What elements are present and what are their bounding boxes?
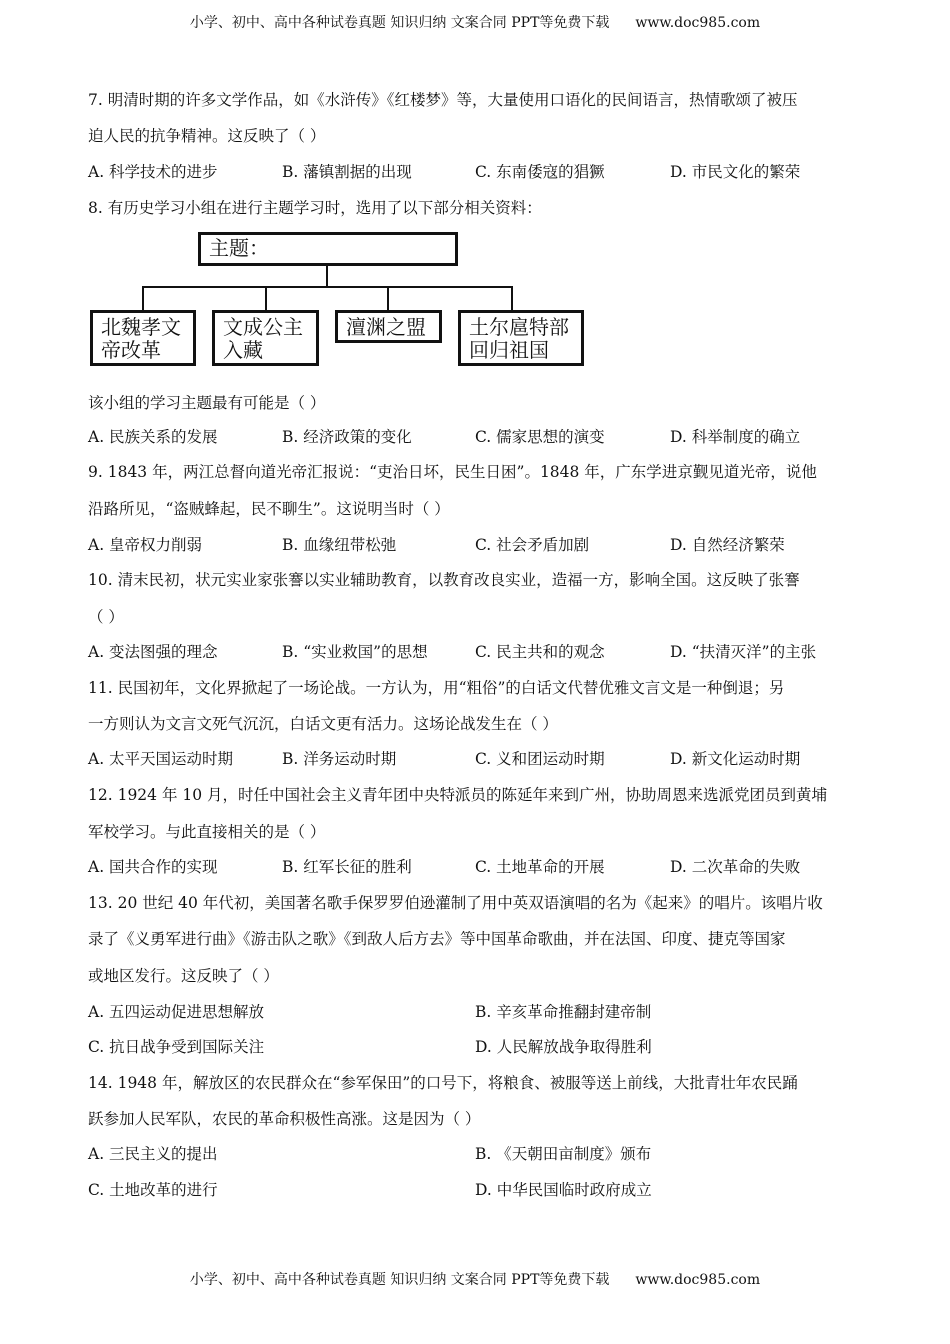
q9-option-b: B. 血缘纽带松弛 xyxy=(282,536,397,554)
q8-line-1: 8. 有历史学习小组在进行主题学习时，选用了以下部分相关资料： xyxy=(88,199,542,217)
page-header xyxy=(0,12,950,32)
q8-option-b: B. 经济政策的变化 xyxy=(282,428,412,446)
q10-option-a: A. 变法图强的理念 xyxy=(88,643,218,661)
q11-line-2: 一方则认为文言文死气沉沉，白话文更有活力。这场论战发生在（ ） xyxy=(88,715,558,733)
diagram-item-2-line-2: 入藏 xyxy=(223,338,263,362)
q12-option-d: D. 二次革命的失败 xyxy=(670,858,801,876)
q14-option-b: B. 《天朝田亩制度》颁布 xyxy=(475,1145,652,1163)
page-footer xyxy=(0,1269,950,1289)
q10-option-b: B. “实业救国”的思想 xyxy=(282,643,428,661)
header-url[interactable]: www.doc985.com xyxy=(635,15,761,31)
q10-option-c: C. 民主共和的观念 xyxy=(475,643,605,661)
diagram-connector-bar xyxy=(142,286,513,288)
q7-option-c: C. 东南倭寇的猖獗 xyxy=(475,163,605,181)
q11-option-b: B. 洋务运动时期 xyxy=(282,750,397,768)
q11-option-a: A. 太平天国运动时期 xyxy=(88,750,234,768)
header-text: 小学、初中、高中各种试卷真题 知识归纳 文案合同 PPT等免费下载 xyxy=(189,15,610,31)
q9-option-a: A. 皇帝权力削弱 xyxy=(88,536,203,554)
diagram-connector-3 xyxy=(387,286,389,310)
q13-line-2: 录了《义勇军进行曲》《游击队之歌》《到敌人后方去》等中国革命歌曲，并在法国、印度、捷克等国家 xyxy=(88,930,786,948)
diagram-connector-4 xyxy=(511,286,513,310)
q8-question: 该小组的学习主题最有可能是（ ） xyxy=(88,394,326,412)
q8-option-c: C. 儒家思想的演变 xyxy=(475,428,605,446)
q14-option-d: D. 中华民国临时政府成立 xyxy=(475,1181,652,1199)
q9-line-1: 9. 1843 年，两江总督向道光帝汇报说：“吏治日坏，民生日困”。1848 年，广东学进京觐见道光帝，说他 xyxy=(88,463,817,481)
q13-option-c: C. 抗日战争受到国际关注 xyxy=(88,1038,265,1056)
diagram-title-box xyxy=(198,232,458,266)
q9-option-d: D. 自然经济繁荣 xyxy=(670,536,785,554)
diagram-item-3-line-1: 澶渊之盟 xyxy=(346,315,426,339)
diagram-title: 主题： xyxy=(209,236,269,260)
q8-option-a: A. 民族关系的发展 xyxy=(88,428,218,446)
q13-line-1: 13. 20 世纪 40 年代初，美国著名歌手保罗罗伯逊灌制了用中英双语演唱的名为《起来》的唱片。该唱片收 xyxy=(88,894,823,912)
q14-option-c: C. 土地改革的进行 xyxy=(88,1181,218,1199)
q9-line-2: 沿路所见，“盗贼蜂起，民不聊生”。这说明当时（ ） xyxy=(88,500,450,518)
q14-line-2: 跃参加人民军队，农民的革命积极性高涨。这是因为（ ） xyxy=(88,1110,481,1128)
diagram-item-1 xyxy=(90,310,196,366)
diagram-item-4 xyxy=(458,310,584,366)
q11-line-1: 11. 民国初年，文化界掀起了一场论战。一方认为，用“粗俗”的白话文代替优雅文言文是一种倒退；另 xyxy=(88,679,785,697)
diagram-connector-1 xyxy=(142,286,144,310)
diagram-item-1-line-2: 帝改革 xyxy=(101,338,161,362)
diagram-connector-stem xyxy=(326,265,328,287)
q8-option-d: D. 科举制度的确立 xyxy=(670,428,801,446)
diagram-item-4-line-2: 回归祖国 xyxy=(469,338,549,362)
diagram-item-2-line-1: 文成公主 xyxy=(223,315,303,339)
q9-option-c: C. 社会矛盾加剧 xyxy=(475,536,590,554)
diagram-item-1-line-1: 北魏孝文 xyxy=(101,315,181,339)
q13-line-3: 或地区发行。这反映了（ ） xyxy=(88,967,279,985)
q7-option-b: B. 藩镇割据的出现 xyxy=(282,163,412,181)
q12-option-b: B. 红军长征的胜利 xyxy=(282,858,412,876)
q11-option-c: C. 义和团运动时期 xyxy=(475,750,605,768)
q10-line-1: 10. 清末民初，状元实业家张謇以实业辅助教育，以教育改良实业，造福一方，影响全国。这反映了张謇 xyxy=(88,571,800,589)
footer-url[interactable]: www.doc985.com xyxy=(635,1272,761,1288)
q14-option-a: A. 三民主义的提出 xyxy=(88,1145,218,1163)
q12-line-1: 12. 1924 年 10 月，时任中国社会主义青年团中央特派员的陈延年来到广州，协助周恩来选派党团员到黄埔 xyxy=(88,786,828,804)
diagram-item-3 xyxy=(335,310,442,343)
footer-text: 小学、初中、高中各种试卷真题 知识归纳 文案合同 PPT等免费下载 xyxy=(189,1272,610,1288)
q13-option-a: A. 五四运动促进思想解放 xyxy=(88,1003,265,1021)
q14-line-1: 14. 1948 年，解放区的农民群众在“参军保田”的口号下，将粮食、被服等送上前线，大批青壮年农民踊 xyxy=(88,1074,798,1092)
q7-option-a: A. 科学技术的进步 xyxy=(88,163,218,181)
q12-option-a: A. 国共合作的实现 xyxy=(88,858,218,876)
q7-option-d: D. 市民文化的繁荣 xyxy=(670,163,801,181)
diagram-item-2 xyxy=(212,310,319,366)
diagram-item-4-line-1: 土尔扈特部 xyxy=(469,315,569,339)
q12-option-c: C. 土地革命的开展 xyxy=(475,858,605,876)
q7-line-2: 迫人民的抗争精神。这反映了（ ） xyxy=(88,127,326,145)
q13-option-b: B. 辛亥革命推翻封建帝制 xyxy=(475,1003,652,1021)
q13-option-d: D. 人民解放战争取得胜利 xyxy=(475,1038,652,1056)
q12-line-2: 军校学习。与此直接相关的是（ ） xyxy=(88,823,326,841)
q7-line-1: 7. 明清时期的许多文学作品，如《水浒传》《红楼梦》等，大量使用口语化的民间语言，热情歌颂了被压 xyxy=(88,91,798,109)
q10-option-d: D. “扶清灭洋”的主张 xyxy=(670,643,817,661)
q10-line-2: （ ） xyxy=(88,608,124,626)
q11-option-d: D. 新文化运动时期 xyxy=(670,750,801,768)
diagram-connector-2 xyxy=(265,286,267,310)
